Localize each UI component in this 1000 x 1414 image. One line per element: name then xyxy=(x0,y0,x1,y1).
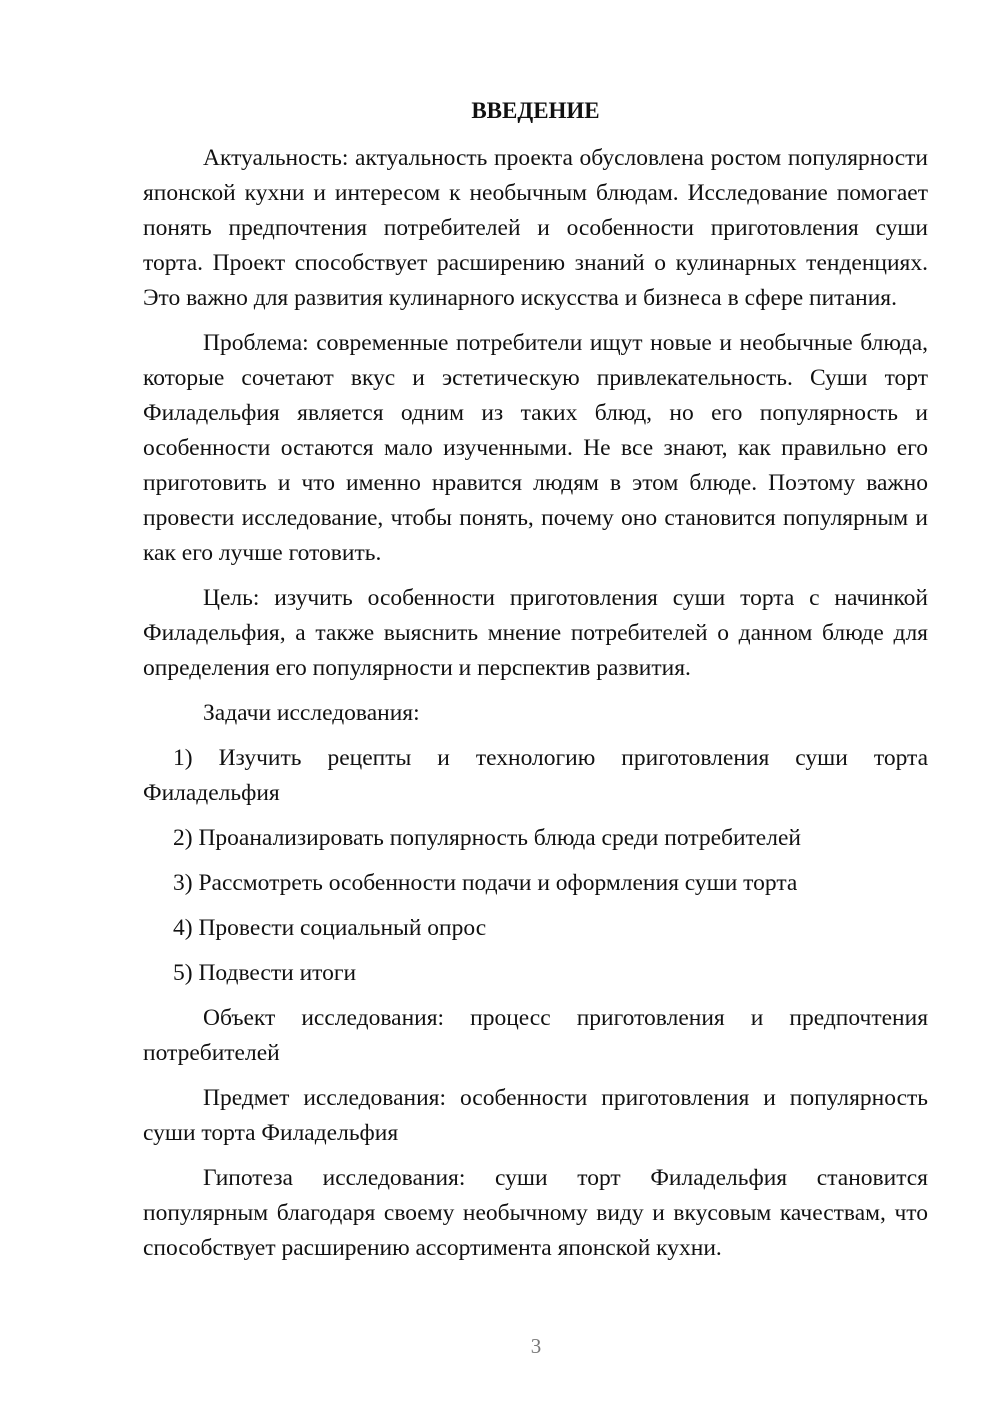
task-item-4: 4) Провести социальный опрос xyxy=(173,915,487,941)
task-item-3: 3) Рассмотреть особенности подачи и оформления суши торта xyxy=(173,870,798,896)
subject-paragraph: Предмет исследования: особенности приготовления и популярность суши торта Филадельфия xyxy=(143,1085,928,1146)
page-content xyxy=(143,96,928,1276)
task-item-5: 5) Подвести итоги xyxy=(173,960,357,986)
relevance-paragraph: Актуальность: актуальность проекта обусловлена ростом популярности японской кухни и интересом к необычным блюдам. Исследование помогает понять предпочтения потребителей и особенности приготовления суши торта. Проект способствует расширению знаний о кулинарных тенденциях. Это важно для развития кулинарного искусства и бизнеса в сфере питания. xyxy=(143,145,928,311)
task-item-1: 1) Изучить рецепты и технологию приготовления суши торта Филадельфия xyxy=(143,745,928,806)
goal-paragraph: Цель: изучить особенности приготовления суши торта с начинкой Филадельфия, а также выяснить мнение потребителей о данном блюде для определения его популярности и перспектив развития. xyxy=(143,585,928,681)
hypothesis-paragraph: Гипотеза исследования: суши торт Филадельфия становится популярным благодаря своему необычному виду и вкусовым качествам, что способствует расширению ассортимента японской кухни. xyxy=(143,1165,928,1261)
page-number: 3 xyxy=(530,1334,542,1358)
task-item-2: 2) Проанализировать популярность блюда среди потребителей xyxy=(173,825,801,851)
object-paragraph: Объект исследования: процесс приготовления и предпочтения потребителей xyxy=(143,1005,928,1066)
problem-paragraph: Проблема: современные потребители ищут новые и необычные блюда, которые сочетают вкус и эстетическую привлекательность. Суши торт Филадельфия является одним из таких блюд, но его популярность и особенности остаются мало изученными. Не все знают, как правильно его приготовить и что именно нравится людям в этом блюде. Поэтому важно провести исследование, чтобы понять, почему оно становится популярным и как его лучше готовить. xyxy=(143,330,928,566)
tasks-title: Задачи исследования: xyxy=(203,700,420,726)
section-heading: ВВЕДЕНИЕ xyxy=(471,98,600,123)
